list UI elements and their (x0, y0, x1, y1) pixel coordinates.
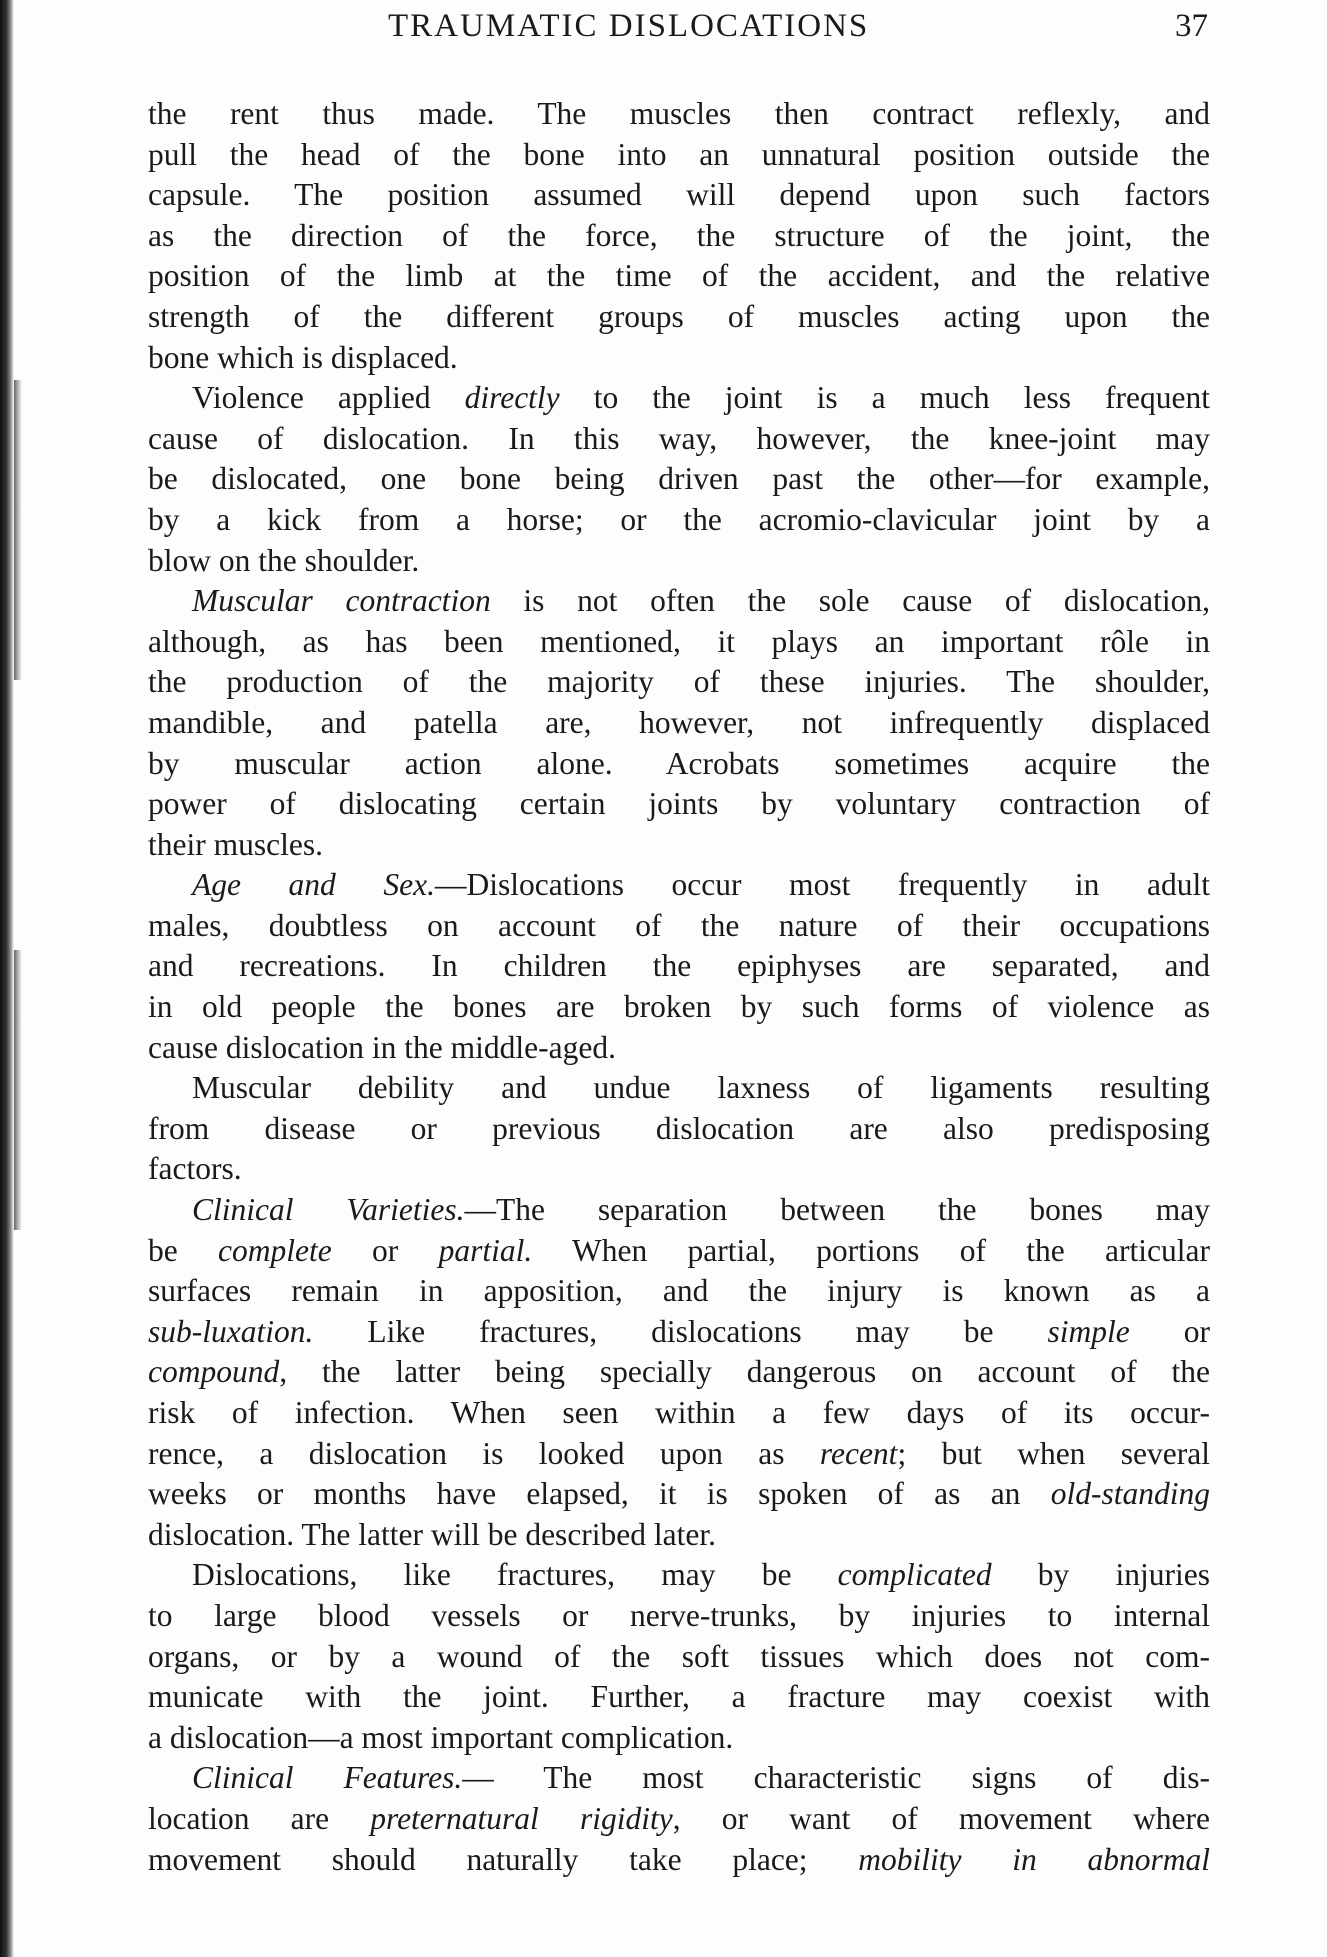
text-line: as the direction of the force, the structure of the joint, the (148, 217, 1210, 253)
text-line: mandible, and patella are, however, not infrequently displaced (148, 704, 1210, 740)
text-line: surfaces remain in apposition, and the injury is known as a (148, 1273, 1210, 1309)
text-line: weeks or months have elapsed, it is spoken of as an old-standing (148, 1476, 1210, 1512)
text-line: although, as has been mentioned, it plays an important rôle in (148, 623, 1210, 659)
text-line: Muscular debility and undue laxness of ligaments resulting (192, 1070, 1210, 1106)
text-line: sub-luxation. Like fractures, dislocations may be simple or (148, 1313, 1210, 1349)
text-line: compound, the latter being specially dangerous on account of the (148, 1354, 1210, 1390)
text-line: from disease or previous dislocation are also predisposing (148, 1110, 1210, 1146)
text-line: bone which is displaced. (148, 339, 458, 375)
binding-shadow (14, 380, 22, 680)
text-line: by muscular action alone. Acrobats sometimes acquire the (148, 745, 1210, 781)
page-number: 37 (1175, 8, 1208, 44)
text-line: factors. (148, 1151, 242, 1187)
text-line: location are preternatural rigidity, or want of movement where (148, 1800, 1210, 1836)
text-line: and recreations. In children the epiphyses are separated, and (148, 948, 1210, 984)
text-line: municate with the joint. Further, a fracture may coexist with (148, 1679, 1210, 1715)
text-line: risk of infection. When seen within a few days of its occur- (148, 1395, 1210, 1430)
running-header (148, 8, 1208, 52)
text-line: blow on the shoulder. (148, 542, 420, 578)
text-line: pull the head of the bone into an unnatural position outside the (148, 136, 1210, 172)
text-line: in old people the bones are broken by such forms of violence as (148, 989, 1210, 1025)
text-line: the production of the majority of these injuries. The shoulder, (148, 664, 1210, 700)
text-line: cause of dislocation. In this way, however, the knee-joint may (148, 420, 1210, 456)
text-line: strength of the different groups of muscles acting upon the (148, 298, 1210, 334)
text-line: rence, a dislocation is looked upon as recent; but when several (148, 1435, 1210, 1471)
text-line: Clinical Features.— The most characteristic signs of dis- (192, 1760, 1210, 1796)
book-binding-edge (0, 0, 14, 1957)
binding-shadow (14, 950, 22, 1230)
text-line: organs, or by a wound of the soft tissues which does not com- (148, 1638, 1210, 1674)
text-line: be complete or partial. When partial, portions of the articular (148, 1232, 1210, 1268)
text-line: cause dislocation in the middle-aged. (148, 1029, 616, 1065)
text-line: Age and Sex.—Dislocations occur most frequently in adult (192, 867, 1210, 903)
text-line: be dislocated, one bone being driven past the other—for example, (148, 461, 1210, 497)
text-line: power of dislocating certain joints by voluntary contraction of (148, 786, 1210, 822)
text-line: dislocation. The latter will be described later. (148, 1516, 716, 1552)
text-line: to large blood vessels or nerve-trunks, by injuries to internal (148, 1597, 1210, 1633)
text-line: Dislocations, like fractures, may be complicated by injuries (192, 1557, 1210, 1593)
running-title: TRAUMATIC DISLOCATIONS (388, 8, 870, 44)
text-line: movement should naturally take place; mobility in abnormal (148, 1841, 1210, 1877)
body-text (148, 94, 1210, 1880)
text-line: capsule. The position assumed will depend upon such factors (148, 177, 1210, 213)
text-line: a dislocation—a most important complication. (148, 1719, 734, 1755)
text-line: Muscular contraction is not often the sole cause of dislocation, (192, 583, 1210, 619)
text-line: Clinical Varieties.—The separation between the bones may (192, 1192, 1210, 1228)
text-line: males, doubtless on account of the nature of their occupations (148, 907, 1210, 943)
text-line: their muscles. (148, 826, 323, 862)
text-line: position of the limb at the time of the accident, and the relative (148, 258, 1210, 294)
text-line: Violence applied directly to the joint is a much less frequent (192, 380, 1210, 416)
text-line: the rent thus made. The muscles then contract reflexly, and (148, 96, 1210, 131)
text-line: by a kick from a horse; or the acromio-clavicular joint by a (148, 501, 1210, 537)
